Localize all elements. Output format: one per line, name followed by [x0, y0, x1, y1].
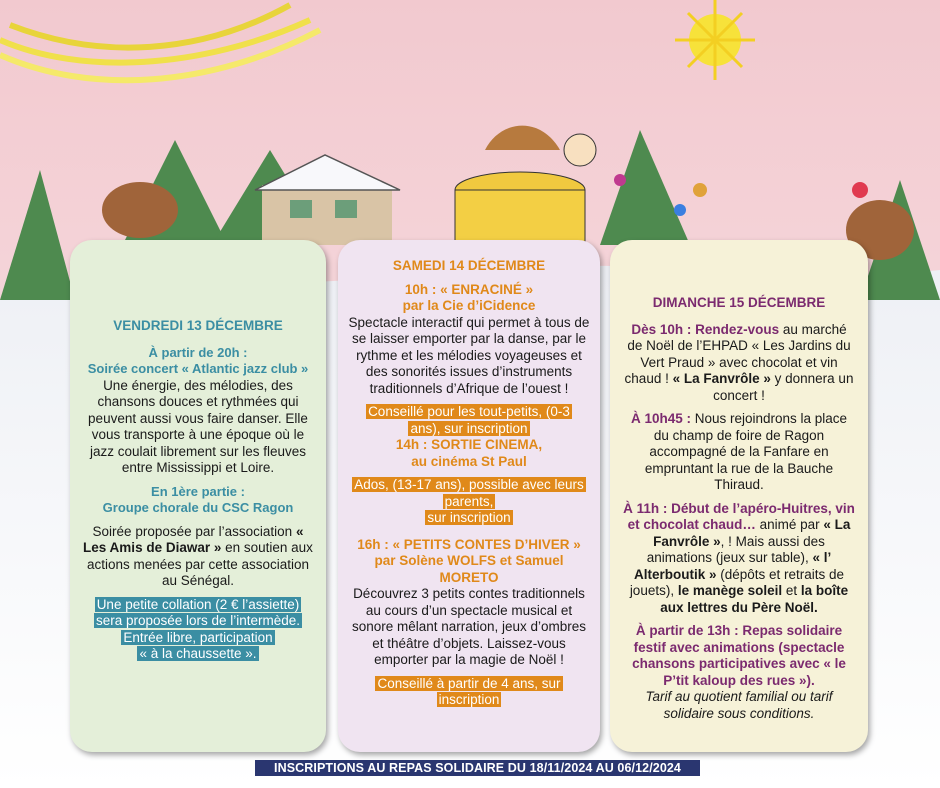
saturday-event1-description: Spectacle interactif qui permet à tous de se laisser emporter par la danse, par le rythme et les mélodies voyageuses et des sonorités issues d’instruments traditionnels d’Afrique de l’ouest ! — [348, 314, 590, 396]
saturday-event2-place: au cinéma St Paul — [411, 453, 527, 469]
sunday-paragraph-1 — [622, 322, 856, 405]
sunday-p3-text-2: , ! Mais aussi des animations (jeux sur table), — [646, 533, 825, 565]
sunday-paragraph-2 — [622, 411, 856, 494]
assoc-intro: Soirée proposée par l’association — [92, 523, 293, 539]
sunday-p2-text: Nous rejoindrons la place du champ de foire de Ragon accompagné de la Fanfare en empruntant la rue de la Bauche Thiraud. — [644, 411, 848, 492]
saturday-event1-company: par la Cie d’iCidence — [402, 298, 536, 313]
friday-association-text — [82, 524, 314, 590]
assoc-suffix: en soutien aux actions menées par cette association au Sénégal. — [86, 540, 313, 588]
friday-note — [82, 597, 314, 663]
saturday-event1-note-2: ans), sur inscription — [410, 420, 528, 436]
saturday-event3-description: Découvrez 3 petits contes traditionnels au cours d’un spectacle musical et sonore mêlant narration, jeux d’ombres et théâtre d’objets. Laissez-vous emporter par la magie de Noël ! — [351, 586, 587, 667]
sunday-card — [610, 240, 868, 752]
saturday-event3-note-1: Conseillé à partir de 4 ans, sur — [377, 675, 561, 691]
saturday-event3-note-2: inscription — [438, 692, 500, 707]
saturday-heading: SAMEDI 14 DÉCEMBRE — [392, 258, 546, 273]
friday-description: Une énergie, des mélodies, des chansons douces et rythmées qui peuvent aussi vous faire danser. Elle vous transporte à une époque où le jazz coulait librement sur les fleuves entre Mississippi et Loire. — [88, 377, 308, 475]
saturday-event3-by: par Solène WOLFS et Samuel MORETO — [374, 553, 564, 585]
saturday-event1-time: 10h : « ENRACINÉ » — [404, 281, 534, 297]
saturday-event1-note — [348, 404, 590, 437]
sunday-paragraph-5: Tarif au quotient familial ou tarif solidaire sous conditions. — [645, 689, 833, 721]
friday-note-line-3: Entrée libre, participation — [123, 629, 273, 645]
sunday-p1-time: Dès 10h : Rendez-vous — [631, 321, 780, 337]
sunday-p3-text-4: et — [782, 583, 801, 598]
sunday-p3-bold-1: « La Fanvrôle » — [653, 517, 851, 549]
saturday-card — [338, 240, 600, 752]
friday-event-title: Soirée concert « Atlantic jazz club » — [87, 361, 309, 376]
sunday-p1-end: y donnera un concert ! — [713, 371, 854, 403]
saturday-event2-time: 14h : SORTIE CINEMA, — [395, 437, 543, 452]
saturday-event3-note — [348, 676, 590, 709]
sunday-p3-text-1: animé par — [755, 517, 824, 532]
friday-time: À partir de 20h : — [148, 344, 248, 360]
sunday-p3-text-3: (dépôts et retraits de jouets), — [629, 566, 845, 598]
friday-note-line-1: Une petite collation (2 € l’assiette) — [96, 596, 300, 612]
sunday-heading: DIMANCHE 15 DÉCEMBRE — [652, 295, 826, 310]
saturday-event3-time: 16h : « PETITS CONTES D’HIVER » — [357, 536, 581, 552]
sunday-p1-text: au marché de Noël de l’EHPAD « Les Jardins du Vert Praud » avec chocolat et vin chaud ! — [624, 321, 851, 386]
sunday-p1-bold: « La Fanvrôle » — [672, 371, 771, 386]
sunday-p3-bold-3: le manège soleil — [677, 583, 783, 598]
friday-note-line-2: sera proposée lors de l’intermède. — [95, 613, 301, 628]
friday-heading: VENDREDI 13 DÉCEMBRE — [113, 318, 283, 333]
sunday-paragraph-3 — [622, 501, 856, 617]
assoc-name: « Les Amis de Diawar » — [83, 523, 304, 555]
sunday-p3-bold-4: la boîte aux lettres du Père Noël. — [660, 583, 849, 615]
saturday-event2-note-2: parents, — [444, 493, 494, 509]
friday-first-part-group: Groupe chorale du CSC Ragon — [102, 500, 294, 515]
sunday-p2-time: À 10h45 : — [630, 411, 691, 426]
friday-card — [70, 240, 326, 752]
sunday-p3-bold-2: « l’ Alterboutik » — [633, 550, 832, 582]
saturday-event1-note-1: Conseillé pour les tout-petits, (0-3 — [368, 404, 570, 419]
registration-banner: INSCRIPTIONS AU REPAS SOLIDAIRE DU 18/11/2024 AU 06/12/2024 — [255, 760, 700, 776]
sunday-p3-time: À 11h : Début de l’apéro-Huitres, vin et chocolat chaud… — [623, 500, 855, 532]
friday-first-part-label: En 1ère partie : — [151, 483, 245, 499]
saturday-event2-note-1: Ados, (13-17 ans), possible avec leurs — [354, 477, 584, 492]
friday-note-line-4: « à la chaussette ». — [139, 646, 257, 661]
saturday-event2-note-3: sur inscription — [427, 510, 511, 525]
saturday-event2-note — [348, 477, 590, 527]
sunday-paragraph-4: À partir de 13h : Repas solidaire festif avec animations (spectacle chansons participatives avec « le P’tit kaloup des rues »). — [632, 623, 846, 688]
